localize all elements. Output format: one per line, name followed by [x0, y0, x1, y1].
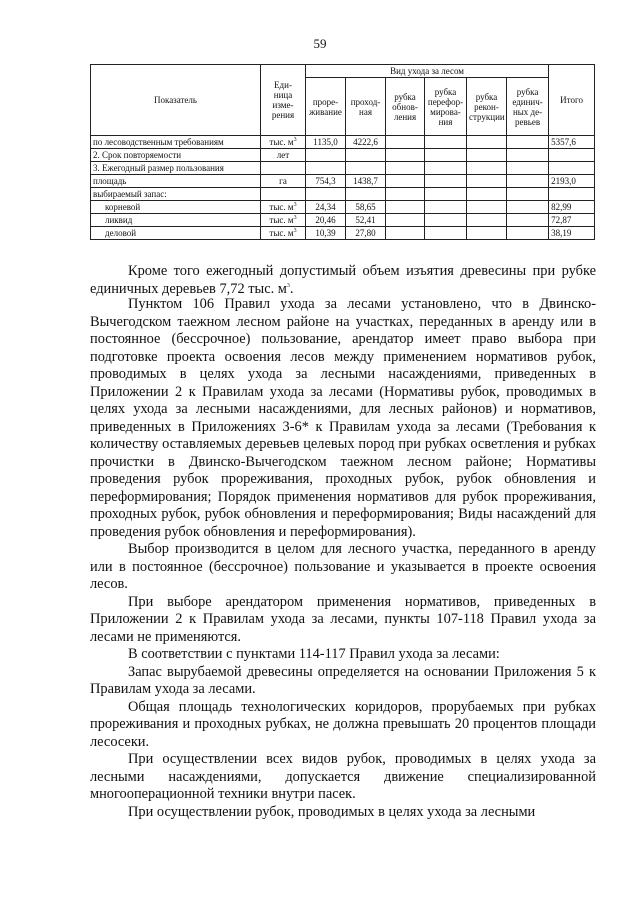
row-unit	[261, 214, 306, 227]
unit-text: тыс. м	[269, 201, 294, 212]
value-cell	[346, 149, 386, 162]
total-cell	[549, 149, 595, 162]
value-cell: 1135,0	[306, 136, 346, 149]
unit-text: лет	[276, 149, 290, 160]
total-cell: 82,99	[549, 201, 595, 214]
value-cell	[386, 201, 425, 214]
value-cell	[425, 162, 467, 175]
value-cell	[467, 188, 507, 201]
unit-sup: 3	[293, 136, 297, 143]
value-cell	[467, 214, 507, 227]
value-cell: 52,41	[346, 214, 386, 227]
value-cell: 24,34	[306, 201, 346, 214]
value-cell	[425, 188, 467, 201]
note-end: .	[289, 280, 294, 297]
row-label: деловой	[91, 227, 261, 240]
value-cell	[507, 227, 549, 240]
table-row	[91, 149, 595, 162]
value-cell	[425, 149, 467, 162]
row-unit	[261, 175, 306, 188]
body-text	[90, 296, 596, 821]
table-row	[91, 227, 595, 240]
unit-text: тыс. м	[269, 214, 294, 225]
value-cell	[467, 162, 507, 175]
value-cell	[507, 136, 549, 149]
paragraph: При осуществлении всех видов рубок, проводимых в целях ухода за лесными насаждениями, допускается движение специализированной многооперационной техники внутри пасек.	[90, 751, 596, 802]
value-cell: 10,39	[306, 227, 346, 240]
value-cell	[507, 162, 549, 175]
header-type: прорe- живание	[306, 78, 346, 136]
table-row	[91, 162, 595, 175]
value-cell	[507, 188, 549, 201]
row-label: по лесоводственным требованиям	[91, 136, 261, 149]
value-cell	[386, 227, 425, 240]
paragraph: Пунктом 106 Правил ухода за лесами установлено, что в Двинско-Вычегодском таежном лесном районе на участках, переданных в аренду или в постоянное (бессрочное) пользование, арендатор имеет право выбора при подготовке проекта освоения лесов между применением нормативов рубок, проводимых в целях ухода за лесными насаждениями, приведенных в Приложении 2 к Правилам ухода за лесами (Нормативы рубок, проводимых в целях ухода за лесными насаждениями, для лесных районов) и нормативов, приведенных в Приложениях 3-6* к Правилам ухода за лесами (Требования к количеству оставляемых деревьев целевых пород при рубках осветления и рубках прочистки в Двинско-Вычегодском таежном лесном районе; Нормативы проведения рубок прореживания, проходных рубок, рубок обновления и переформирования; Порядок применения нормативов для рубок прореживания, проходных рубок, рубок обновления и переформирования; Виды насаждений для проведения рубок обновления и переформирования).	[90, 296, 596, 540]
value-cell	[306, 188, 346, 201]
value-cell: 27,80	[346, 227, 386, 240]
row-label: ликвид	[91, 214, 261, 227]
row-label: выбираемый запас:	[91, 188, 261, 201]
header-care-type-group: Вид ухода за лесом	[306, 65, 549, 78]
header-indicator: Показатель	[91, 65, 261, 136]
table-row	[91, 136, 595, 149]
unit-text: тыс. м	[269, 136, 294, 147]
row-label: 2. Срок повторяемости	[91, 149, 261, 162]
header-type: рубка обнов- ления	[386, 78, 425, 136]
total-cell: 38,19	[549, 227, 595, 240]
value-cell	[306, 149, 346, 162]
total-cell: 5357,6	[549, 136, 595, 149]
header-unit: Еди- ница изме- рения	[261, 65, 306, 136]
table-row	[91, 175, 595, 188]
header-type: рубка единич- ных де- ревьев	[507, 78, 549, 136]
value-cell	[425, 201, 467, 214]
row-label: 3. Ежегодный размер пользования	[91, 162, 261, 175]
unit-text: га	[279, 175, 287, 186]
row-unit	[261, 136, 306, 149]
value-cell	[467, 136, 507, 149]
value-cell: 58,65	[346, 201, 386, 214]
header-type: проход- ная	[346, 78, 386, 136]
value-cell: 4222,6	[346, 136, 386, 149]
value-cell	[386, 162, 425, 175]
total-cell: 72,87	[549, 214, 595, 227]
value-cell	[425, 136, 467, 149]
value-cell	[507, 149, 549, 162]
row-unit	[261, 227, 306, 240]
header-type: рубка рекон- струкции	[467, 78, 507, 136]
row-unit	[261, 149, 306, 162]
row-label: корневой	[91, 201, 261, 214]
header-total: Итого	[549, 65, 595, 136]
value-cell: 1438,7	[346, 175, 386, 188]
value-cell	[467, 201, 507, 214]
paragraph: Запас вырубаемой древесины определяется на основании Приложения 5 к Правилам ухода за лесами.	[90, 663, 596, 697]
value-cell	[346, 188, 386, 201]
value-cell	[386, 149, 425, 162]
unit-sup: 3	[293, 227, 297, 234]
row-unit	[261, 162, 306, 175]
value-cell	[386, 136, 425, 149]
header-type: рубка перефор- мирова- ния	[425, 78, 467, 136]
value-cell: 20,46	[306, 214, 346, 227]
unit-sup: 3	[293, 201, 297, 208]
row-unit	[261, 188, 306, 201]
value-cell	[467, 149, 507, 162]
value-cell	[467, 175, 507, 188]
table-row	[91, 214, 595, 227]
value-cell: 754,3	[306, 175, 346, 188]
value-cell	[386, 188, 425, 201]
value-cell	[306, 162, 346, 175]
paragraph: В соответствии с пунктами 114-117 Правил ухода за лесами:	[128, 646, 500, 662]
paragraph: Общая площадь технологических коридоров, прорубаемых при рубках прореживания и проходных рубках, не должна превышать 20 процентов площади лесосеки.	[90, 698, 596, 750]
total-cell	[549, 188, 595, 201]
page-number: 59	[313, 36, 327, 51]
value-cell	[507, 214, 549, 227]
row-unit	[261, 201, 306, 214]
table-note	[90, 263, 596, 298]
value-cell	[467, 227, 507, 240]
paragraph: Выбор производится в целом для лесного участка, переданного в аренду или в постоянное (бессрочное) пользование и указывается в проекте освоения лесов.	[90, 541, 596, 592]
table-row	[91, 201, 595, 214]
total-cell: 2193,0	[549, 175, 595, 188]
value-cell	[425, 227, 467, 240]
paragraph: При осуществлении рубок, проводимых в целях ухода за лесными	[128, 803, 536, 820]
note-sup: 3	[286, 282, 290, 289]
unit-sup: 3	[293, 214, 297, 221]
unit-text: тыс. м	[269, 227, 294, 238]
value-cell	[507, 201, 549, 214]
value-cell	[386, 214, 425, 227]
table-row	[91, 188, 595, 201]
paragraph: При выборе арендатором применения нормативов, приведенных в Приложении 2 к Правилам ухода за лесами, пункты 107-118 Правил ухода за лесами не применяются.	[90, 593, 596, 645]
value-cell	[386, 175, 425, 188]
value-cell	[346, 162, 386, 175]
total-cell	[549, 162, 595, 175]
note-text: Кроме того ежегодный допустимый объем изъятия древесины при рубке единичных деревьев 7,72 тыс. м	[90, 263, 596, 297]
row-label: площадь	[91, 175, 261, 188]
forest-care-table	[90, 64, 595, 240]
value-cell	[425, 214, 467, 227]
value-cell	[507, 175, 549, 188]
value-cell	[425, 175, 467, 188]
